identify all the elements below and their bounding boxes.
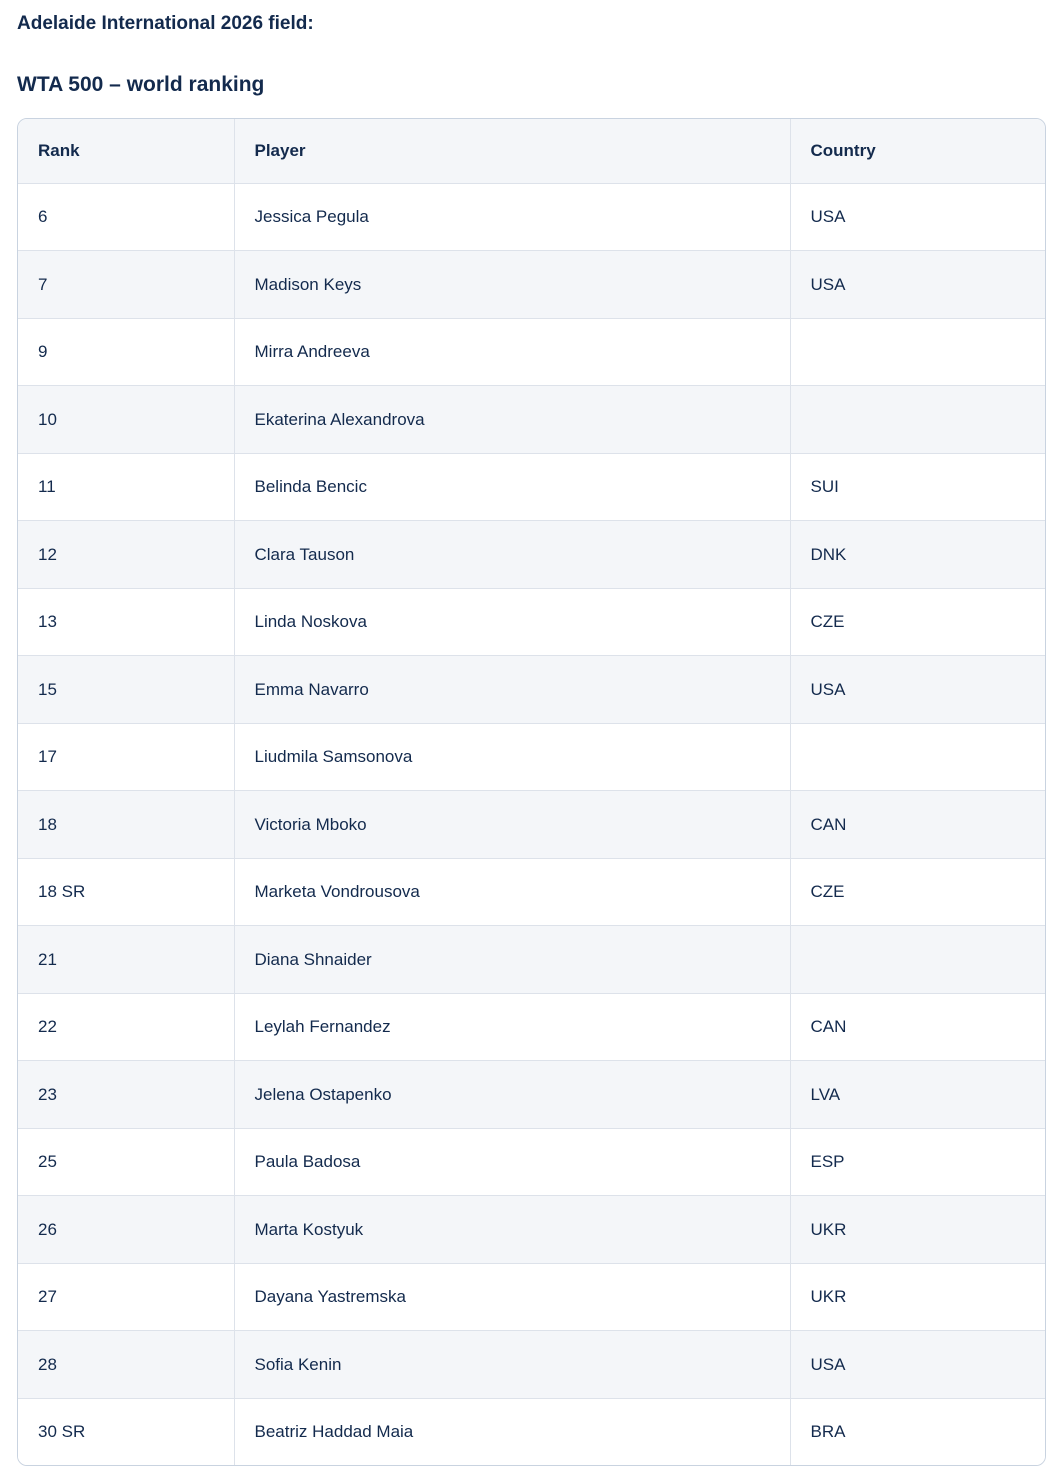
table-row — [18, 318, 1045, 386]
table-row — [18, 1196, 1045, 1264]
player-cell: Mirra Andreeva — [234, 318, 790, 386]
rank-cell: 28 — [18, 1331, 234, 1399]
player-cell: Clara Tauson — [234, 521, 790, 589]
page-title: Adelaide International 2026 field: — [17, 13, 314, 34]
player-cell: Sofia Kenin — [234, 1331, 790, 1399]
player-cell: Ekaterina Alexandrova — [234, 386, 790, 454]
table-row — [18, 1128, 1045, 1196]
rank-cell: 6 — [18, 183, 234, 251]
table-row — [18, 521, 1045, 589]
rank-cell: 11 — [18, 453, 234, 521]
country-cell — [790, 386, 1045, 454]
column-header-country: Country — [790, 119, 1045, 184]
country-cell: UKR — [790, 1263, 1045, 1331]
table-row — [18, 251, 1045, 319]
player-cell: Dayana Yastremska — [234, 1263, 790, 1331]
column-header-rank: Rank — [18, 119, 234, 184]
player-cell: Beatriz Haddad Maia — [234, 1398, 790, 1465]
table-row — [18, 723, 1045, 791]
rank-cell: 30 SR — [18, 1398, 234, 1465]
ranking-table — [18, 119, 1045, 1466]
rank-cell: 18 SR — [18, 858, 234, 926]
ranking-table-container — [17, 118, 1046, 1467]
table-header-row — [18, 119, 1045, 184]
player-cell: Madison Keys — [234, 251, 790, 319]
player-cell: Jelena Ostapenko — [234, 1061, 790, 1129]
player-cell: Emma Navarro — [234, 656, 790, 724]
country-cell: BRA — [810, 1422, 846, 1442]
country-cell: USA — [790, 1331, 1045, 1399]
player-cell: Paula Badosa — [234, 1128, 790, 1196]
rank-cell: 7 — [18, 251, 234, 319]
table-body — [18, 183, 1045, 1465]
table-row — [18, 588, 1045, 656]
table-row — [18, 183, 1045, 251]
country-cell: SUI — [790, 453, 1045, 521]
rank-cell: 10 — [18, 386, 234, 454]
table-header — [18, 119, 1045, 184]
country-cell: UKR — [790, 1196, 1045, 1264]
rank-cell: 13 — [18, 588, 234, 656]
rank-cell: 15 — [18, 656, 234, 724]
player-cell: Marketa Vondrousova — [234, 858, 790, 926]
player-cell: Diana Shnaider — [234, 926, 790, 994]
table-row — [18, 858, 1045, 926]
rank-cell: 17 — [18, 723, 234, 791]
country-cell — [790, 318, 1045, 386]
country-cell: USA — [790, 251, 1045, 319]
rank-cell: 26 — [18, 1196, 234, 1264]
table-row — [18, 1398, 1045, 1465]
player-cell: Victoria Mboko — [234, 791, 790, 859]
table-row — [18, 1263, 1045, 1331]
country-cell: ESP — [790, 1128, 1045, 1196]
table-row — [18, 791, 1045, 859]
country-cell: CAN — [790, 993, 1045, 1061]
table-row — [18, 926, 1045, 994]
rank-cell: 12 — [18, 521, 234, 589]
country-cell — [790, 723, 1045, 791]
player-cell: Liudmila Samsonova — [234, 723, 790, 791]
rank-cell: 21 — [18, 926, 234, 994]
country-cell — [790, 926, 1045, 994]
rank-cell: 9 — [18, 318, 234, 386]
country-cell: LVA — [790, 1061, 1045, 1129]
country-cell: USA — [790, 656, 1045, 724]
player-cell: Marta Kostyuk — [234, 1196, 790, 1264]
page-subtitle: WTA 500 – world ranking — [17, 72, 265, 96]
table-row — [18, 993, 1045, 1061]
country-cell: USA — [790, 183, 1045, 251]
table-row — [18, 453, 1045, 521]
player-cell: Jessica Pegula — [234, 183, 790, 251]
player-cell: Linda Noskova — [234, 588, 790, 656]
rank-cell: 27 — [18, 1263, 234, 1331]
rank-cell: 22 — [18, 993, 234, 1061]
rank-cell: 18 — [18, 791, 234, 859]
column-header-player: Player — [234, 119, 790, 184]
country-cell: CAN — [790, 791, 1045, 859]
table-row — [18, 386, 1045, 454]
country-cell: CZE — [790, 858, 1045, 926]
table-row — [18, 1061, 1045, 1129]
table-row — [18, 656, 1045, 724]
rank-cell: 23 — [18, 1061, 234, 1129]
country-cell: CZE — [790, 588, 1045, 656]
table-row — [18, 1331, 1045, 1399]
country-cell: DNK — [790, 521, 1045, 589]
rank-cell: 25 — [18, 1128, 234, 1196]
player-cell: Leylah Fernandez — [234, 993, 790, 1061]
player-cell: Belinda Bencic — [234, 453, 790, 521]
